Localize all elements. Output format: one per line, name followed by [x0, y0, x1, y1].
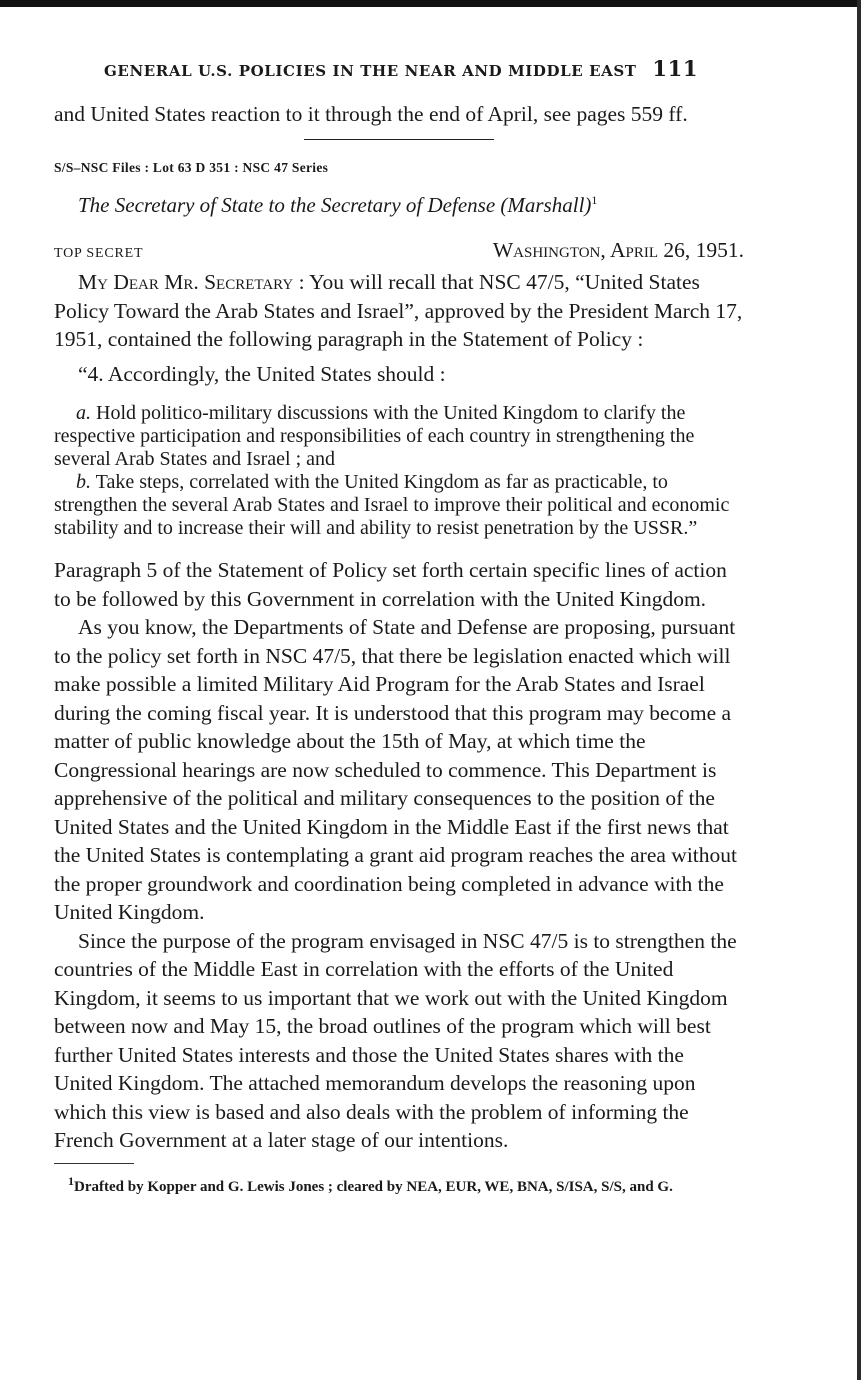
- page-body: [54, 100, 744, 1197]
- paragraph-4: Since the purpose of the program envisaged in NSC 47/5 is to strengthen the countries of the Middle East in correlation with the efforts of the United Kingdom, it seems to us important that we work out with the United Kingdom between now and May 15, the broad outlines of the program which will best further United States interests and those the United States shares with the United Kingdom. The attached memorandum develops the reasoning upon which this view is based and also deals with the problem of informing the French Government at a later stage of our intentions.: [54, 928, 737, 1152]
- quote-item-a: [54, 402, 744, 471]
- block-quote: [54, 402, 744, 540]
- running-header: [104, 56, 744, 81]
- footnote-text: Drafted by Kopper and G. Lewis Jones ; cleared by NEA, EUR, WE, BNA, S/ISA, S/S, and G.: [74, 1178, 673, 1195]
- footnote: [54, 1172, 744, 1197]
- page-number: 111: [652, 56, 699, 81]
- place-date: Washington, April 26, 1951.: [492, 237, 744, 262]
- source-citation: S/S–NSC Files : Lot 63 D 351 : NSC 47 Series: [54, 159, 329, 175]
- footnote-rule: [54, 1163, 134, 1164]
- quote-item-b-text: Take steps, correlated with the United Kingdom as far as practicable, to strengthen the several Arab States and Israel to improve their political and economic stability and to increase their will and ability to resist penetration by the USSR.”: [54, 471, 730, 539]
- title-footnote-ref: 1: [591, 193, 598, 207]
- continuation-text: and United States reaction to it through the end of April, see pages 559 ff.: [54, 102, 688, 126]
- quote-item-a-label: a.: [76, 402, 91, 424]
- paragraph-1-text: You will recall that NSC 47/5, “United States Policy Toward the Arab States and Israel”, approved by the President March 17, 1951, contained the following paragraph in the Statement of Policy :: [54, 270, 743, 351]
- section-divider: [304, 139, 494, 140]
- footnote-marker: 1: [68, 1173, 74, 1188]
- quote-item-b-label: b.: [76, 471, 91, 493]
- classification-line: [54, 236, 744, 269]
- paragraph-1: [54, 268, 744, 354]
- running-title: GENERAL U.S. POLICIES IN THE NEAR AND MIDDLE EAST: [104, 62, 637, 80]
- document-title-text: The Secretary of State to the Secretary of Defense (Marshall): [78, 193, 592, 217]
- paragraph-2: Paragraph 5 of the Statement of Policy set forth certain specific lines of action to be followed by this Government in correlation with the United Kingdom.: [54, 558, 727, 611]
- scan-right-edge: [857, 0, 861, 1380]
- scan-top-edge: [0, 0, 861, 7]
- quote-lead: “4. Accordingly, the United States should :: [78, 361, 446, 386]
- quote-item-a-text: Hold politico-military discussions with the United Kingdom to clarify the respective participation and responsibilities of each country in strengthening the several Arab States and Israel ; and: [54, 402, 695, 470]
- quote-item-b: [54, 471, 744, 540]
- classification: TOP SECRET: [54, 245, 144, 261]
- document-title: [78, 186, 744, 220]
- paragraph-3: As you know, the Departments of State and Defense are proposing, pursuant to the policy set forth in NSC 47/5, that there be legislation enacted which will make possible a limited Military Aid Program for the Arab States and Israel during the coming fiscal year. It is understood that this program may become a matter of public knowledge about the 15th of May, at which time the Congressional hearings are now scheduled to commence. This Department is apprehensive of the political and military consequences to the position of the United States and the United Kingdom in the Middle East if the first news that the United States is contemplating a grant aid program reaches the area without the proper groundwork and coordination being completed in advance with the United Kingdom.: [54, 615, 737, 924]
- salutation: My Dear Mr. Secretary :: [78, 270, 305, 294]
